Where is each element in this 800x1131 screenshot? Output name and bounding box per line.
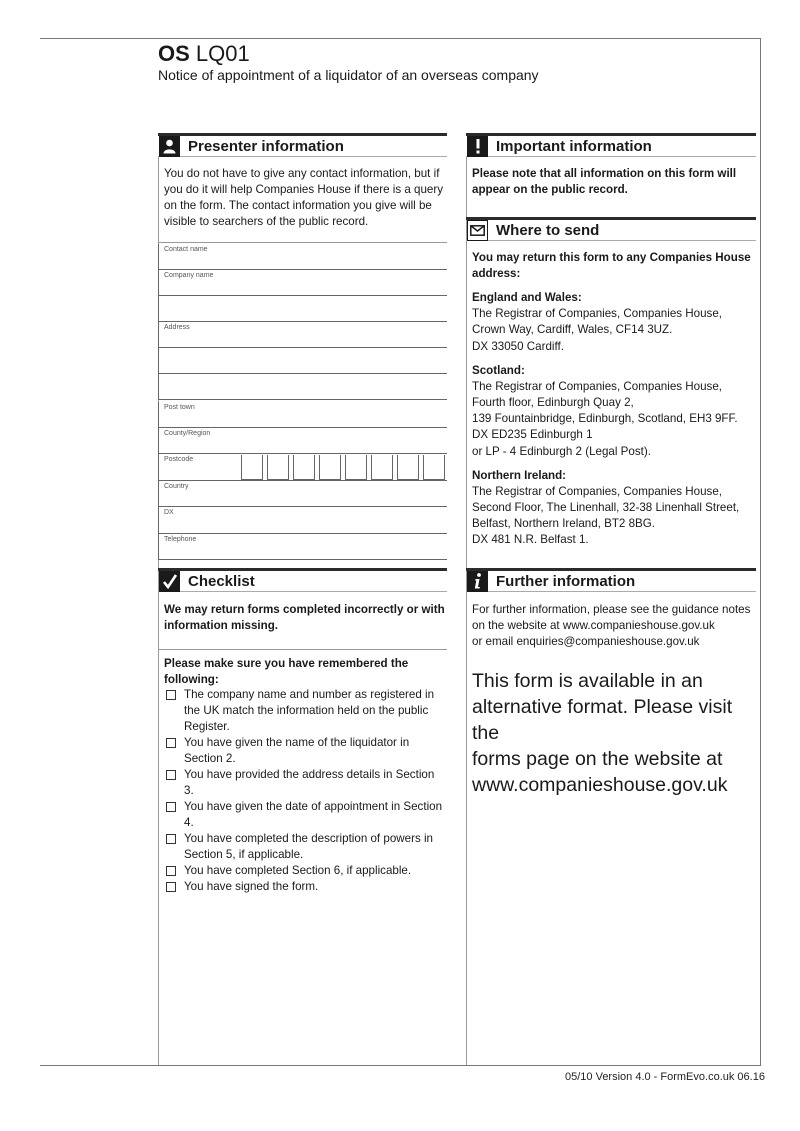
info-icon [467, 571, 488, 592]
checklist-item [164, 879, 446, 895]
address-field[interactable] [158, 322, 447, 348]
checklist-item [164, 767, 446, 799]
person-icon [159, 136, 180, 157]
post-town-label: Post town [164, 404, 195, 411]
further-line-3: or email enquiries@companieshouse.gov.uk [472, 635, 700, 648]
telephone-label: Telephone [164, 536, 197, 543]
checklist-item-text: You have given the date of appointment in Section 4. [184, 800, 443, 829]
checklist-item [164, 735, 446, 767]
footer-version: 05/10 Version 4.0 - FormEvo.co.uk 06.16 [565, 1071, 765, 1083]
county-region-field[interactable] [158, 428, 447, 454]
checklist-item [164, 687, 446, 735]
further-line-1: For further information, please see the guidance notes [472, 603, 751, 616]
alt-format-line-2: alternative format. Please visit the [472, 696, 733, 744]
checkbox[interactable] [166, 690, 176, 700]
postcode-box-4[interactable] [319, 455, 341, 480]
address-line-3[interactable] [158, 374, 447, 400]
top-border [40, 38, 761, 39]
postcode-box-7[interactable] [397, 455, 419, 480]
scotland-line-2: Fourth floor, Edinburgh Quay 2, [472, 396, 634, 409]
checklist-warning: We may return forms completed incorrectly or with information missing. [164, 603, 445, 632]
form-code [158, 40, 250, 68]
right-border [760, 38, 761, 1065]
scotland-line-4: DX ED235 Edinburgh 1 [472, 428, 593, 441]
checkbox[interactable] [166, 882, 176, 892]
checkbox[interactable] [166, 770, 176, 780]
england-line-1: The Registrar of Companies, Companies House, [472, 307, 723, 320]
checklist-divider [158, 649, 447, 650]
further-section-header [466, 568, 756, 592]
scotland-heading: Scotland: [472, 364, 525, 377]
dx-field[interactable] [158, 507, 447, 534]
checklist-item-text: You have given the name of the liquidator in Section 2. [184, 736, 410, 765]
form-number: LQ01 [195, 41, 250, 66]
company-name-label: Company name [164, 272, 214, 279]
telephone-field[interactable] [158, 534, 447, 560]
checklist-item [164, 863, 446, 879]
exclamation-icon [467, 136, 488, 157]
scotland-line-3: 139 Fountainbridge, Edinburgh, Scotland, EH3 9FF. [472, 412, 738, 425]
contact-name-field[interactable] [158, 244, 447, 270]
country-field[interactable] [158, 481, 447, 507]
county-region-label: County/Region [164, 430, 211, 437]
england-line-3: DX 33050 Cardiff. [472, 340, 564, 353]
envelope-icon [467, 220, 488, 241]
presenter-fields-top-rule [158, 242, 447, 243]
where-to-send-heading: Where to send [496, 221, 600, 239]
checklist-item-text: You have completed Section 6, if applicable. [184, 864, 412, 877]
ni-line-4: DX 481 N.R. Belfast 1. [472, 533, 589, 546]
england-line-2: Crown Way, Cardiff, Wales, CF14 3UZ. [472, 323, 673, 336]
postcode-field [158, 454, 238, 480]
important-section-header [466, 133, 756, 157]
alt-format-line-4: www.companieshouse.gov.uk [472, 774, 728, 796]
checkbox[interactable] [166, 866, 176, 876]
postcode-box-1[interactable] [241, 455, 263, 480]
ni-heading: Northern Ireland: [472, 469, 567, 482]
postcode-box-5[interactable] [345, 455, 367, 480]
company-name-line-2[interactable] [158, 296, 447, 322]
address-line-2[interactable] [158, 348, 447, 374]
post-town-field[interactable] [158, 402, 447, 428]
checklist-items [164, 687, 446, 895]
important-heading: Important information [496, 137, 652, 155]
further-heading: Further information [496, 572, 636, 590]
checkbox[interactable] [166, 738, 176, 748]
checklist-heading: Checklist [188, 572, 255, 590]
contact-name-label: Contact name [164, 246, 208, 253]
checkbox[interactable] [166, 802, 176, 812]
checklist-item-text: The company name and number as registered in the UK match the information held on the public Register. [184, 688, 435, 733]
checklist-item [164, 799, 446, 831]
address-label: Address [164, 324, 190, 331]
form-title: Notice of appointment of a liquidator of an overseas company [158, 67, 539, 83]
postcode-label: Postcode [164, 456, 194, 463]
dx-label: DX [164, 509, 174, 516]
company-name-field[interactable] [158, 270, 447, 296]
alternative-format-notice [472, 668, 757, 798]
checklist-item [164, 831, 446, 863]
checkbox[interactable] [166, 834, 176, 844]
country-label: Country [164, 483, 189, 490]
right-column-rule [466, 157, 467, 1065]
ni-line-3: Belfast, Northern Ireland, BT2 8BG. [472, 517, 656, 530]
england-heading: England and Wales: [472, 291, 582, 304]
scotland-line-5: or LP - 4 Edinburgh 2 (Legal Post). [472, 445, 651, 458]
bottom-border [40, 1065, 761, 1066]
where-to-send-intro: You may return this form to any Companies House address: [472, 251, 751, 280]
form-prefix: OS [158, 41, 190, 66]
postcode-box-2[interactable] [267, 455, 289, 480]
scotland-line-1: The Registrar of Companies, Companies House, [472, 380, 723, 393]
postcode-box-3[interactable] [293, 455, 315, 480]
presenter-intro: You do not have to give any contact information, but if you do it will help Companies House if there is a query on the form. The contact information you give will be visible to searchers of the public record. [164, 167, 444, 228]
postcode-box-6[interactable] [371, 455, 393, 480]
important-text: Please note that all information on this form will appear on the public record. [472, 167, 737, 196]
presenter-heading: Presenter information [188, 137, 344, 155]
ni-line-2: Second Floor, The Linenhall, 32-38 Linenhall Street, [472, 501, 740, 514]
further-line-2: on the website at www.companieshouse.gov.uk [472, 619, 715, 632]
where-to-send-section-header [466, 217, 756, 241]
checklist-item-text: You have provided the address details in Section 3. [184, 768, 435, 797]
postcode-box-8[interactable] [423, 455, 445, 480]
checklist-item-text: You have completed the description of powers in Section 5, if applicable. [184, 832, 433, 861]
checkmark-icon [159, 571, 180, 592]
checklist-section-header [158, 568, 447, 592]
ni-line-1: The Registrar of Companies, Companies House, [472, 485, 723, 498]
presenter-section-header [158, 133, 447, 157]
checklist-item-text: You have signed the form. [184, 880, 319, 893]
alt-format-line-1: This form is available in an [472, 670, 703, 692]
alt-format-line-3: forms page on the website at [472, 748, 723, 770]
checklist-intro: Please make sure you have remembered the following: [164, 657, 409, 686]
